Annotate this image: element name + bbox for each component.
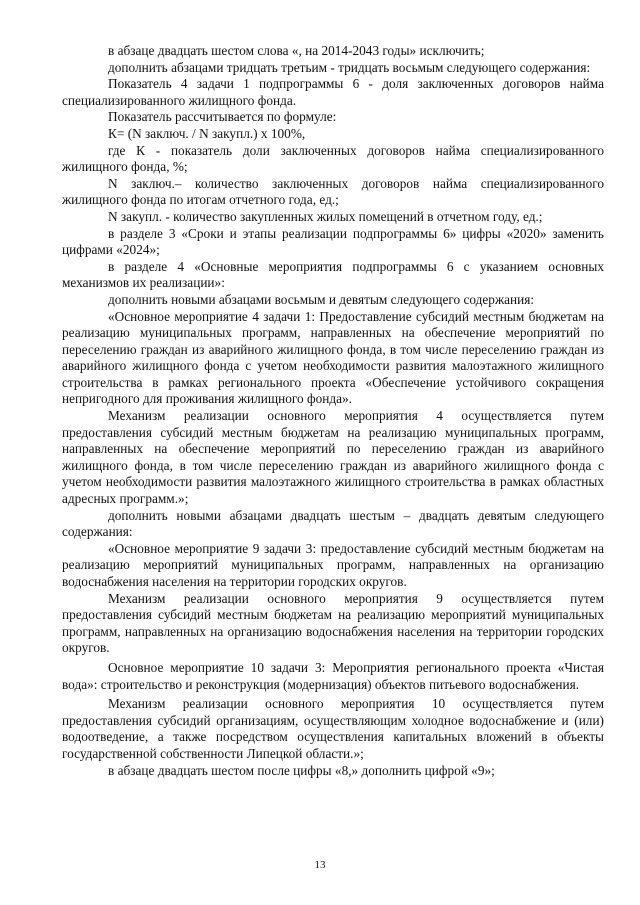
paragraph-13: Механизм реализации основного мероприятия 4 осуществляется путем предоставления субсидий местным бюджетам на реализацию муниципальных программ, направленных на обеспечение мероприятий по переселению граждан из аварийного жилищного фонда, в том числе переселению граждан из аварийного жилищного фонда с учетом необходимости развития малоэтажного жилищного строительства в рамках областных адресных программ.»; bbox=[62, 408, 604, 507]
paragraph-7: N заключ.– количество заключенных договоров найма специализированного жилищного фонда по итогам отчетного года, ед.; bbox=[62, 175, 604, 208]
document-body bbox=[62, 43, 604, 779]
paragraph-18: Механизм реализации основного мероприятия 10 осуществляется путем предоставления субсидий организациям, осуществляющим холодное водоснабжение и (или) водоотведение, а также посредством осуществления капитальных вложений в объекты государственной собственности Липецкой области.»; bbox=[62, 696, 604, 761]
paragraph-12: «Основное мероприятие 4 задачи 1: Предоставление субсидий местным бюджетам на реализацию муниципальных программ, направленных на обеспечение мероприятий по переселению граждан из аварийного жилищного фонда, в том числе переселению граждан из аварийного жилищного фонда с учетом необходимости развития малоэтажного жилищного строительства в рамках регионального проекта «Обеспечение устойчивого сокращения непригодного для проживания жилищного фонда». bbox=[62, 308, 604, 407]
paragraph-15: «Основное мероприятие 9 задачи 3: предоставление субсидий местным бюджетам на реализацию мероприятий муниципальных программ, направленных на организацию водоснабжения населения на территории городских округов. bbox=[62, 540, 604, 589]
paragraph-3: Показатель 4 задачи 1 подпрограммы 6 - доля заключенных договоров найма специализированного жилищного фонда. bbox=[62, 76, 604, 108]
paragraph-11: дополнить новыми абзацами восьмым и девятым следующего содержания: bbox=[108, 291, 535, 307]
paragraph-8: N закупл. - количество закупленных жилых помещений в отчетном году, ед.; bbox=[108, 208, 543, 224]
paragraph-10: в разделе 4 «Основные мероприятия подпрограммы 6 с указанием основных механизмов их реализации»: bbox=[62, 258, 604, 291]
paragraph-1: в абзаце двадцать шестом слова «, на 2014-2043 годы» исключить; bbox=[108, 43, 485, 58]
paragraph-2: дополнить абзацами тридцать третьим - тридцать восьмым следующего содержания: bbox=[108, 59, 591, 75]
paragraph-16: Механизм реализации основного мероприятия 9 осуществляется путем предоставления субсидий местным бюджетам на реализацию мероприятий муниципальных программ, направленных на организацию водоснабжения населения на территории городских округов. bbox=[62, 590, 604, 656]
paragraph-17: Основное мероприятие 10 задачи 3: Мероприятия регионального проекта «Чистая вода»: строительство и реконструкция (модернизация) объектов питьевого водоснабжения. bbox=[62, 659, 604, 692]
paragraph-9: в разделе 3 «Сроки и этапы реализации подпрограммы 6» цифры «2020» заменить цифрами «2024»; bbox=[62, 225, 604, 258]
paragraph-19: в абзаце двадцать шестом после цифры «8,» дополнить цифрой «9»; bbox=[108, 762, 495, 778]
paragraph-4: Показатель рассчитывается по формуле: bbox=[108, 109, 337, 125]
page-number: 13 bbox=[314, 859, 326, 871]
paragraph-14: дополнить новыми абзацами двадцать шестым – двадцать девятым следующего содержания: bbox=[62, 507, 604, 540]
formula: К= (N заключ. / N закупл.) x 100%, bbox=[108, 125, 306, 141]
paragraph-6: где К - показатель доли заключенных договоров найма специализированного жилищного фонда, %; bbox=[62, 142, 604, 175]
